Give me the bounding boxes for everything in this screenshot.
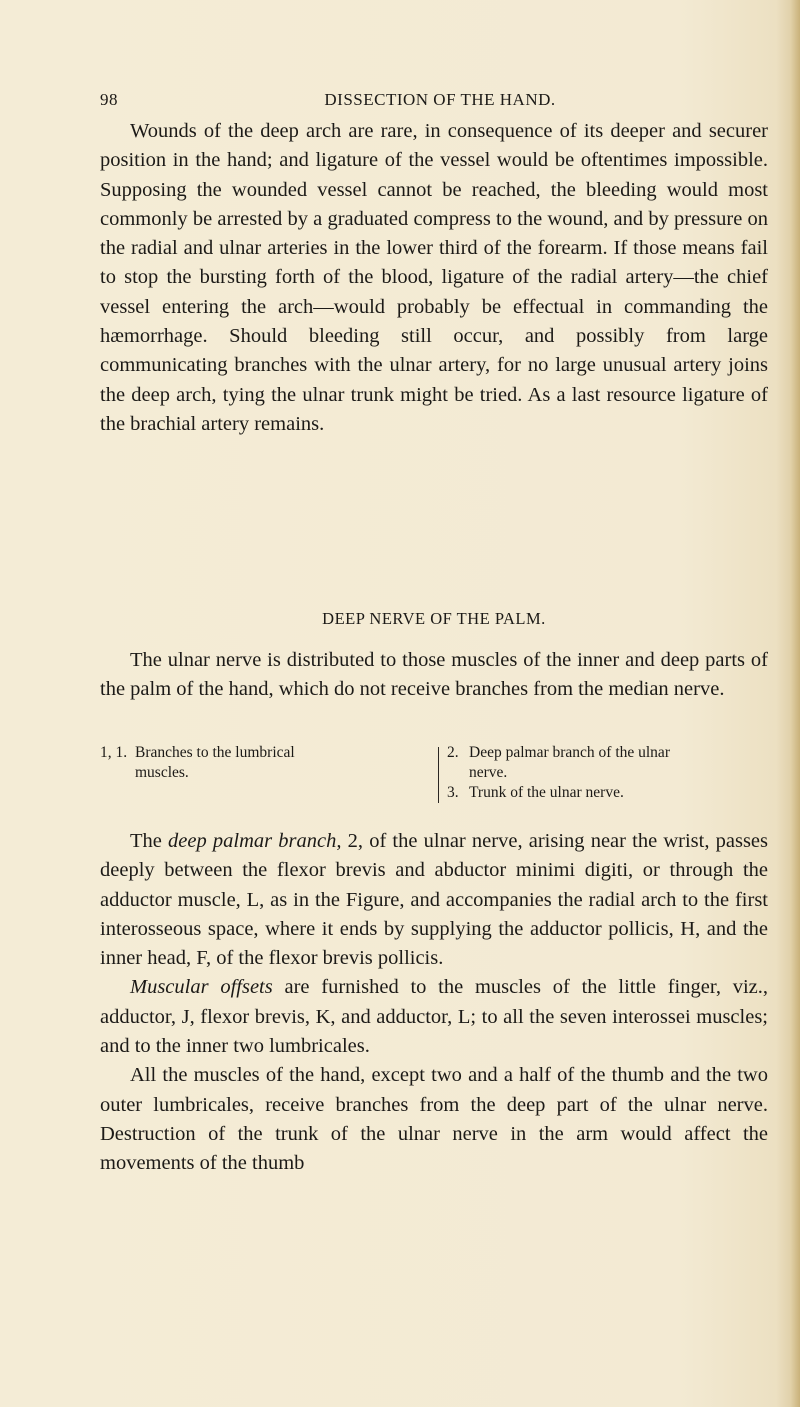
legend-item-2 <box>447 743 768 763</box>
deep-branch-lead: The <box>130 830 169 852</box>
legend-item-1-text: Branches to the lumbrical <box>135 744 295 761</box>
legend-item-1-number: 1, 1. <box>100 744 128 761</box>
legend-left-column <box>100 743 430 783</box>
offsets-italic: Muscular offsets <box>130 976 273 999</box>
legend-item-2-number: 2. <box>447 744 459 761</box>
section-wounds <box>100 117 768 439</box>
legend-item-3-text: Trunk of the ulnar nerve. <box>469 784 624 801</box>
legend-item-1-continuation: muscles. <box>135 764 189 781</box>
running-header <box>100 90 780 114</box>
legend-item-2-text: Deep palmar branch of the ulnar <box>469 744 670 761</box>
section-ulnar <box>100 646 768 705</box>
paragraph-wounds: Wounds of the deep arch are rare, in consequence of its deeper and securer position in the hand; and ligature of the vessel would be oftentimes impossible. Supposing the wounded vessel cannot be reached, the bleeding would most commonly be arrested by a graduated compress to the wound, and by pressure on the radial and ulnar arteries in the lower third of the forearm. If those means fail to stop the bursting forth of the blood, ligature of the radial artery—the chief vessel entering the arch—would probably be effectual in commanding the hæmorrhage. Should bleeding still occur, and possibly from large communicating branches with the ulnar artery, for no large unusual artery joins the deep arch, tying the ulnar trunk might be tried. As a last resource ligature of the brachial artery remains. <box>100 120 768 435</box>
legend-item-3-number: 3. <box>447 784 459 801</box>
legend-item-1 <box>100 743 430 763</box>
page-number: 98 <box>100 90 118 109</box>
paragraph-ulnar: The ulnar nerve is distributed to those muscles of the inner and deep parts of the palm of the hand, which do not receive branches from the median nerve. <box>100 649 768 701</box>
legend-divider <box>438 747 439 803</box>
running-title: DISSECTION OF THE HAND. <box>324 90 556 109</box>
page-edge <box>790 0 800 1407</box>
section-deep-branch <box>100 827 768 1179</box>
legend-right-column <box>447 743 768 803</box>
paragraph-offsets <box>100 973 768 1061</box>
deep-branch-italic: deep palmar branch, <box>168 830 342 852</box>
paragraph-all-muscles: All the muscles of the hand, except two and a half of the thumb and the two outer lumbricales, receive branches from the deep part of the ulnar nerve. Destruction of the trunk of the ulnar nerve in the arm would affect the movements of the thumb <box>100 1064 768 1175</box>
legend-item-3 <box>447 783 768 803</box>
offsets-rest: are furnished to the muscles of the little finger, viz., adductor, J, flexor brevis, K, and adductor, L; to all the seven interossei muscles; and to the inner two lumbricales. <box>100 976 769 1058</box>
legend-item-2-continuation: nerve. <box>469 764 508 781</box>
figure-legend <box>100 743 768 811</box>
paragraph-deep-branch <box>100 827 768 973</box>
section-heading: DEEP NERVE OF THE PALM. <box>322 609 546 628</box>
deep-branch-rest: 2, of the ulnar nerve, arising near the wrist, passes deeply between the flexor brevis and abductor minimi digiti, or through the adductor muscle, L, as in the Figure, and accompanies the radial arch to the first interosseous space, where it ends by supplying the adductor pollicis, H, and the inner head, F, of the flexor brevis pollicis. <box>100 830 768 970</box>
